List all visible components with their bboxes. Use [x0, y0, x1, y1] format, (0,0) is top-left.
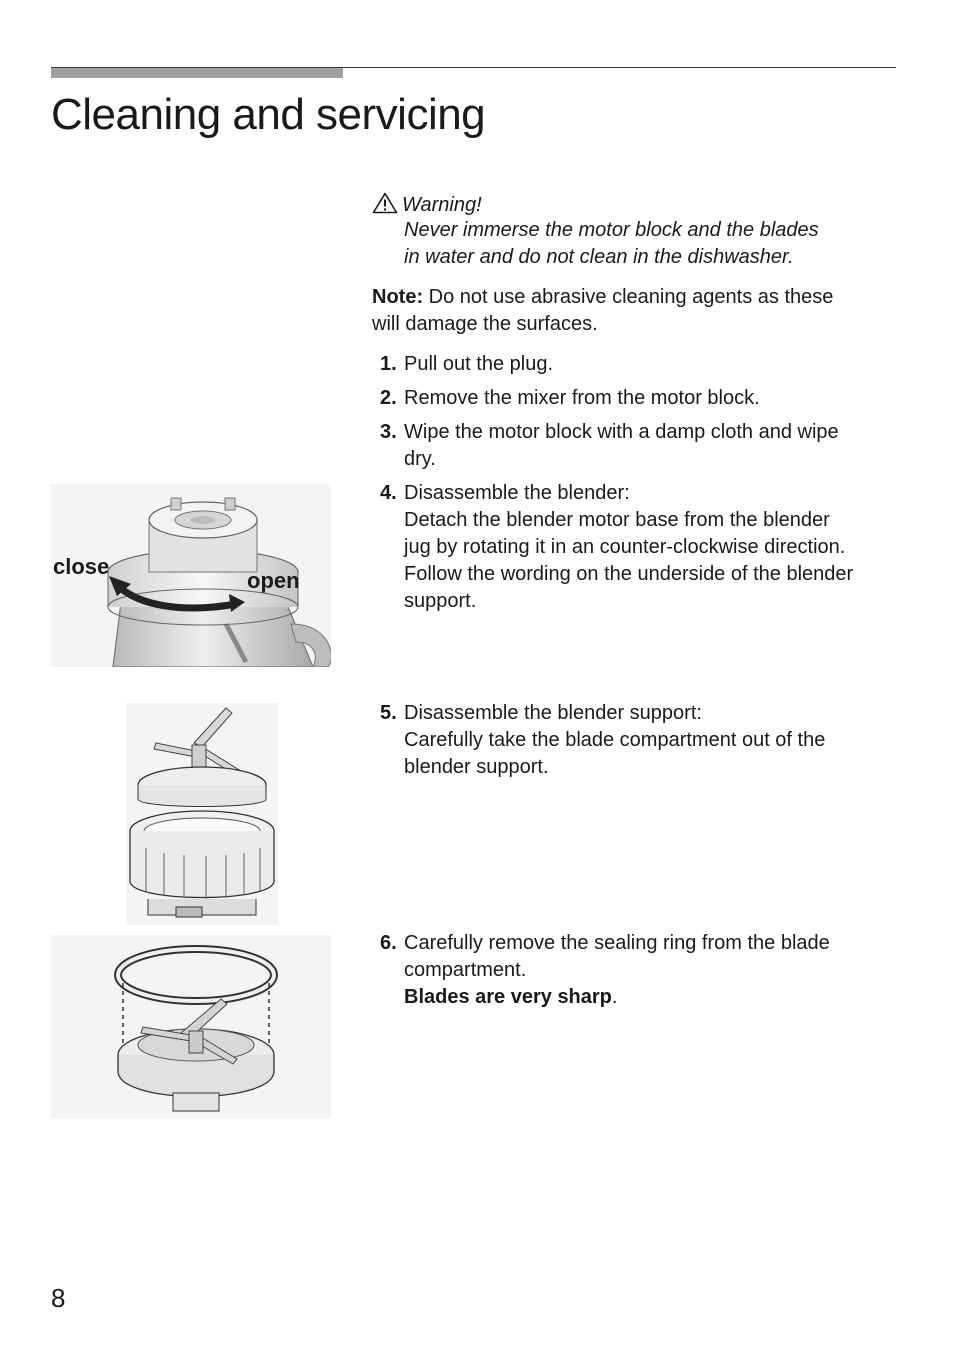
step-number: 5.	[380, 702, 397, 724]
note-paragraph	[372, 284, 892, 338]
step-6	[372, 930, 902, 1011]
step-text-line-1: Carefully remove the sealing ring from the blade	[404, 932, 830, 954]
step-number: 2.	[380, 387, 397, 409]
step-text-line-2: dry.	[404, 448, 436, 470]
step-number: 6.	[380, 932, 397, 954]
sharp-blades-warning: Blades are very sharp	[404, 986, 612, 1008]
step-4	[372, 480, 902, 615]
step-text-line-1: Disassemble the blender support:	[404, 702, 702, 724]
close-label: close	[53, 554, 110, 579]
page-title: Cleaning and servicing	[51, 90, 486, 139]
page-number: 8	[51, 1283, 66, 1313]
step-5	[372, 700, 902, 781]
step-text-line-4: Follow the wording on the underside of the blender	[404, 563, 854, 585]
step-2	[372, 385, 902, 412]
warning-line-1: Never immerse the motor block and the blades	[404, 219, 819, 241]
note-text-line-1: Do not use abrasive cleaning agents as these	[423, 286, 834, 308]
step-text: Pull out the plug.	[404, 353, 553, 375]
note-text-line-2: will damage the surfaces.	[372, 313, 598, 335]
sharp-blades-period: .	[611, 986, 618, 1008]
blade-compartment-illustration	[126, 703, 278, 925]
step-warning-line	[404, 984, 902, 1011]
step-text-line-5: support.	[404, 590, 477, 612]
warning-line-2: in water and do not clean in the dishwasher.	[404, 246, 794, 268]
step-text-line-2: Carefully take the blade compartment out of the	[404, 729, 826, 751]
sealing-ring-illustration	[51, 935, 331, 1118]
step-text-line-1: Wipe the motor block with a damp cloth and wipe	[404, 421, 839, 443]
step-number: 1.	[380, 353, 397, 375]
warning-heading-row	[372, 192, 482, 219]
warning-text	[404, 217, 884, 271]
step-number: 4.	[380, 482, 397, 504]
header-rule-thin	[51, 67, 896, 68]
warning-heading: Warning!	[402, 194, 482, 216]
figure-sealing-ring-removal	[51, 935, 331, 1118]
blender-base-illustration	[51, 484, 331, 667]
note-label: Note:	[372, 286, 424, 308]
step-number: 3.	[380, 421, 397, 443]
step-text-line-3: blender support.	[404, 756, 549, 778]
step-text-line-2: compartment.	[404, 959, 527, 981]
open-label: open	[247, 568, 300, 593]
figure-blade-compartment-removal	[126, 703, 278, 925]
step-text-line-3: jug by rotating it in an counter-clockwise direction.	[404, 536, 846, 558]
header-rule-thick	[51, 67, 343, 78]
figure-blender-base-rotation	[51, 484, 331, 667]
step-text: Remove the mixer from the motor block.	[404, 387, 760, 409]
step-3	[372, 419, 902, 473]
warning-triangle-icon	[372, 192, 398, 214]
step-text-line-2: Detach the blender motor base from the blender	[404, 509, 830, 531]
step-1	[372, 351, 902, 378]
step-text-line-1: Disassemble the blender:	[404, 482, 630, 504]
